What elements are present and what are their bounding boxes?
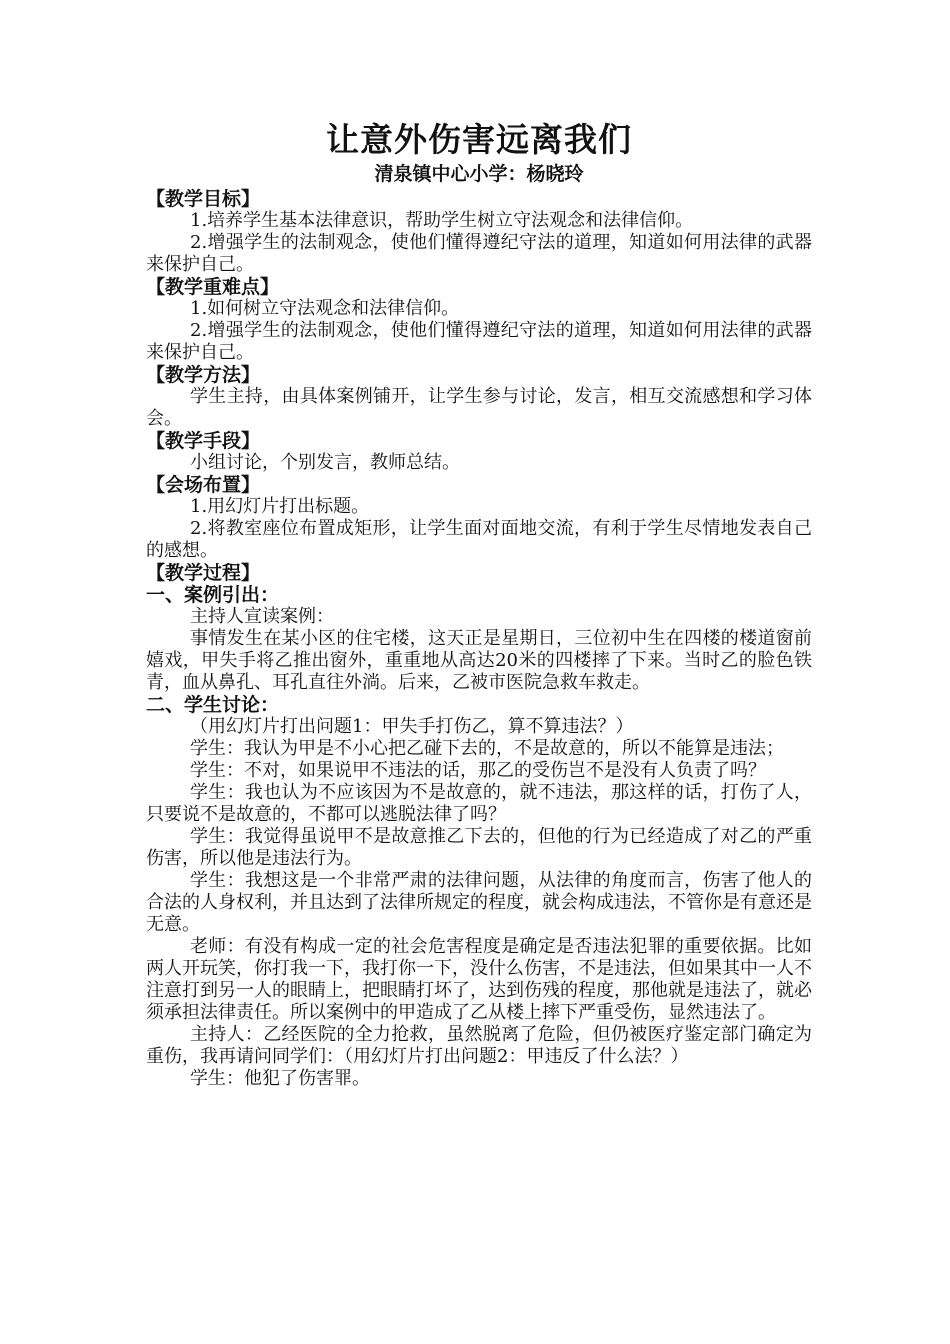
section-heading: 【教学过程】 (146, 562, 261, 584)
paragraph: 学生：我认为甲是不小心把乙碰下去的，不是故意的，所以不能算是违法； (190, 738, 784, 759)
section-heading: 【教学重难点】 (146, 276, 280, 298)
paragraph: （用幻灯片打出问题1：甲失手打伤乙，算不算违法？） (190, 716, 634, 737)
paragraph: 2.将教室座位布置成矩形，让学生面对面地交流，有利于学生尽情地发表自己的感想。 (146, 518, 812, 561)
paragraph: 主持人：乙经医院的全力抢救，虽然脱离了危险，但仍被医疗鉴定部门确定为重伤，我再请问同学们：（用幻灯片打出问题2：甲违反了什么法？） (146, 1024, 812, 1067)
document-title: 让意外伤害远离我们 (326, 120, 632, 159)
paragraph: 学生：我觉得虽说甲不是故意推乙下去的，但他的行为已经造成了对乙的严重伤害，所以他是违法行为。 (146, 826, 812, 869)
document-author: 清泉镇中心小学：杨晓玲 (374, 163, 584, 185)
paragraph: 1.如何树立守法观念和法律信仰。 (190, 298, 460, 319)
section-heading: 一、案例引出： (146, 584, 280, 606)
section-heading: 【会场布置】 (146, 474, 261, 496)
section-heading: 【教学目标】 (146, 188, 261, 210)
paragraph: 2.增强学生的法制观念，使他们懂得遵纪守法的道理，知道如何用法律的武器来保护自己。 (146, 232, 812, 275)
paragraph: 事情发生在某小区的住宅楼，这天正是星期日，三位初中生在四楼的楼道窗前嬉戏，甲失手将乙推出窗外，重重地从高达20米的四楼摔了下来。当时乙的脸色铁青，血从鼻孔、耳孔直往外淌。后来，乙被市医院急救车救走。 (146, 628, 812, 693)
paragraph: 老师：有没有构成一定的社会危害程度是确定是否违法犯罪的重要依据。比如两人开玩笑，你打我一下，我打你一下，没什么伤害，不是违法，但如果其中一人不注意打到另一人的眼睛上，把眼睛打坏了，达到伤残的程度，那他就是违法了，就必须承担法律责任。所以案例中的甲造成了乙从楼上摔下严重受伤，显然违法了。 (146, 936, 812, 1023)
paragraph: 1.用幻灯片打出标题。 (190, 496, 370, 517)
section-heading: 【教学方法】 (146, 364, 261, 386)
document-page (146, 118, 812, 1090)
document-body (146, 188, 812, 1090)
paragraph: 1.培养学生基本法律意识，帮助学生树立守法观念和法律信仰。 (190, 210, 694, 231)
paragraph: 学生主持，由具体案例铺开，让学生参与讨论，发言，相互交流感想和学习体会。 (146, 386, 812, 429)
paragraph: 学生：我想这是一个非常严肃的法律问题，从法律的角度而言，伤害了他人的合法的人身权利，并且达到了法律所规定的程度，就会构成违法，不管你是有意还是无意。 (146, 870, 812, 935)
paragraph: 学生：我也认为不应该因为不是故意的，就不违法，那这样的话，打伤了人，只要说不是故意的，不都可以逃脱法律了吗？ (146, 782, 812, 825)
paragraph: 主持人宣读案例： (190, 606, 334, 627)
paragraph: 学生：他犯了伤害罪。 (190, 1068, 370, 1089)
paragraph: 小组讨论，个别发言，教师总结。 (190, 452, 460, 473)
paragraph: 学生：不对，如果说甲不违法的话，那乙的受伤岂不是没有人负责了吗？ (190, 760, 766, 781)
section-heading: 二、学生讨论： (146, 694, 280, 716)
section-heading: 【教学手段】 (146, 430, 261, 452)
paragraph: 2.增强学生的法制观念，使他们懂得遵纪守法的道理，知道如何用法律的武器来保护自己。 (146, 320, 812, 363)
